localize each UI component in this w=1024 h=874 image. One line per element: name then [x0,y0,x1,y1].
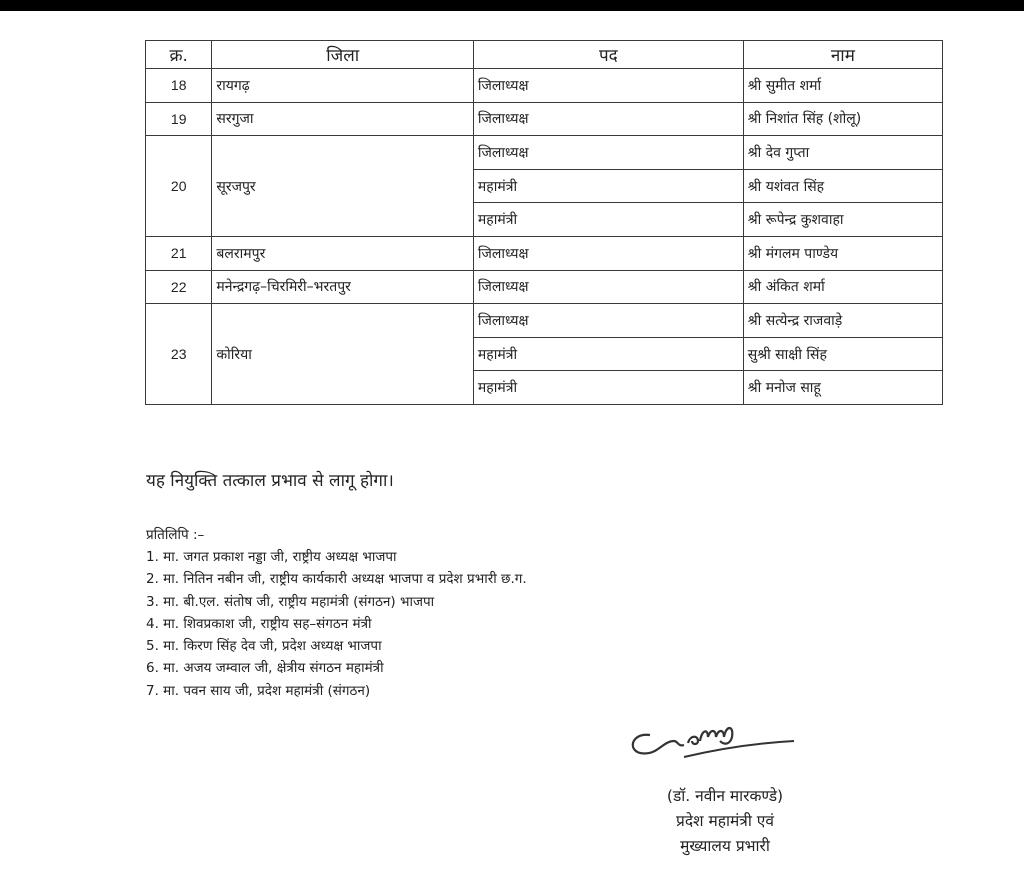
name-cell: श्री सुमीत शर्मा [743,69,942,103]
table-header-row [146,41,943,69]
table-row [146,69,943,103]
copy-to-item: 7. मा. पवन साय जी, प्रदेश महामंत्री (संगठन) [146,682,371,699]
signatory-designation: प्रदेश महामंत्री एवं [676,812,774,830]
serial-cell: 22 [146,270,212,304]
copy-to-item: 1. मा. जगत प्रकाश नड्डा जी, राष्ट्रीय अध्यक्ष भाजपा [146,549,397,565]
serial-cell: 23 [146,304,212,405]
serial-cell: 18 [146,69,212,103]
name-cell: श्री रूपेन्द्र कुशवाहा [743,203,942,237]
effect-note: यह नियुक्ति तत्काल प्रभाव से लागू होगा। [146,471,394,491]
district-cell: सूरजपुर [212,136,474,237]
name-cell: सुश्री साक्षी सिंह [743,337,942,371]
post-cell: महामंत्री [473,337,743,371]
copy-to-item: 2. मा. नितिन नबीन जी, राष्ट्रीय कार्यकारी अध्यक्ष भाजपा व प्रदेश प्रभारी छ.ग. [146,571,527,588]
table-row [146,136,943,170]
appointments-table [145,40,943,405]
district-cell: बलरामपुर [212,236,474,270]
name-cell: श्री मंगलम पाण्डेय [743,236,942,270]
table-row [146,236,943,270]
header-district: जिला [212,41,474,69]
top-black-bar [0,0,1024,11]
signatory-block [600,784,850,859]
post-cell: जिलाध्यक्ष [473,304,743,338]
name-cell: श्री मनोज साहू [743,371,942,405]
serial-cell: 20 [146,136,212,237]
header-serial: क्र. [146,41,212,69]
copy-to-item: 3. मा. बी.एल. संतोष जी, राष्ट्रीय महामंत्री (संगठन) भाजपा [146,593,435,610]
handwritten-signature [628,715,798,765]
post-cell: महामंत्री [473,203,743,237]
serial-cell: 21 [146,236,212,270]
copy-to-title: प्रतिलिपि :– [146,527,205,543]
post-cell: जिलाध्यक्ष [473,136,743,170]
header-name: नाम [743,41,942,69]
name-cell: श्री यशंवत सिंह [743,169,942,203]
post-cell: जिलाध्यक्ष [473,236,743,270]
post-cell: जिलाध्यक्ष [473,102,743,136]
post-cell: महामंत्री [473,371,743,405]
serial-cell: 19 [146,102,212,136]
copy-to-item: 4. मा. शिवप्रकाश जी, राष्ट्रीय सह–संगठन मंत्री [146,615,372,632]
table-row [146,270,943,304]
table-row [146,304,943,338]
post-cell: जिलाध्यक्ष [473,69,743,103]
name-cell: श्री देव गुप्ता [743,136,942,170]
district-cell: सरगुजा [212,102,474,136]
name-cell: श्री अंकित शर्मा [743,270,942,304]
district-cell: कोरिया [212,304,474,405]
district-cell: रायगढ़ [212,69,474,103]
district-cell: मनेन्द्रगढ़–चिरमिरी–भरतपुर [212,270,474,304]
name-cell: श्री निशांत सिंह (शोलू) [743,102,942,136]
signatory-designation-office: मुख्यालय प्रभारी [680,837,770,855]
post-cell: जिलाध्यक्ष [473,270,743,304]
copy-to-list [146,546,527,702]
header-post: पद [473,41,743,69]
name-cell: श्री सत्येन्द्र राजवाड़े [743,304,942,338]
post-cell: महामंत्री [473,169,743,203]
copy-to-item: 6. मा. अजय जम्वाल जी, क्षेत्रीय संगठन महामंत्री [146,660,384,677]
copy-to-item: 5. मा. किरण सिंह देव जी, प्रदेश अध्यक्ष भाजपा [146,638,382,655]
table-row [146,102,943,136]
signatory-name: (डॉ. नवीन मारकण्डे) [666,787,784,805]
